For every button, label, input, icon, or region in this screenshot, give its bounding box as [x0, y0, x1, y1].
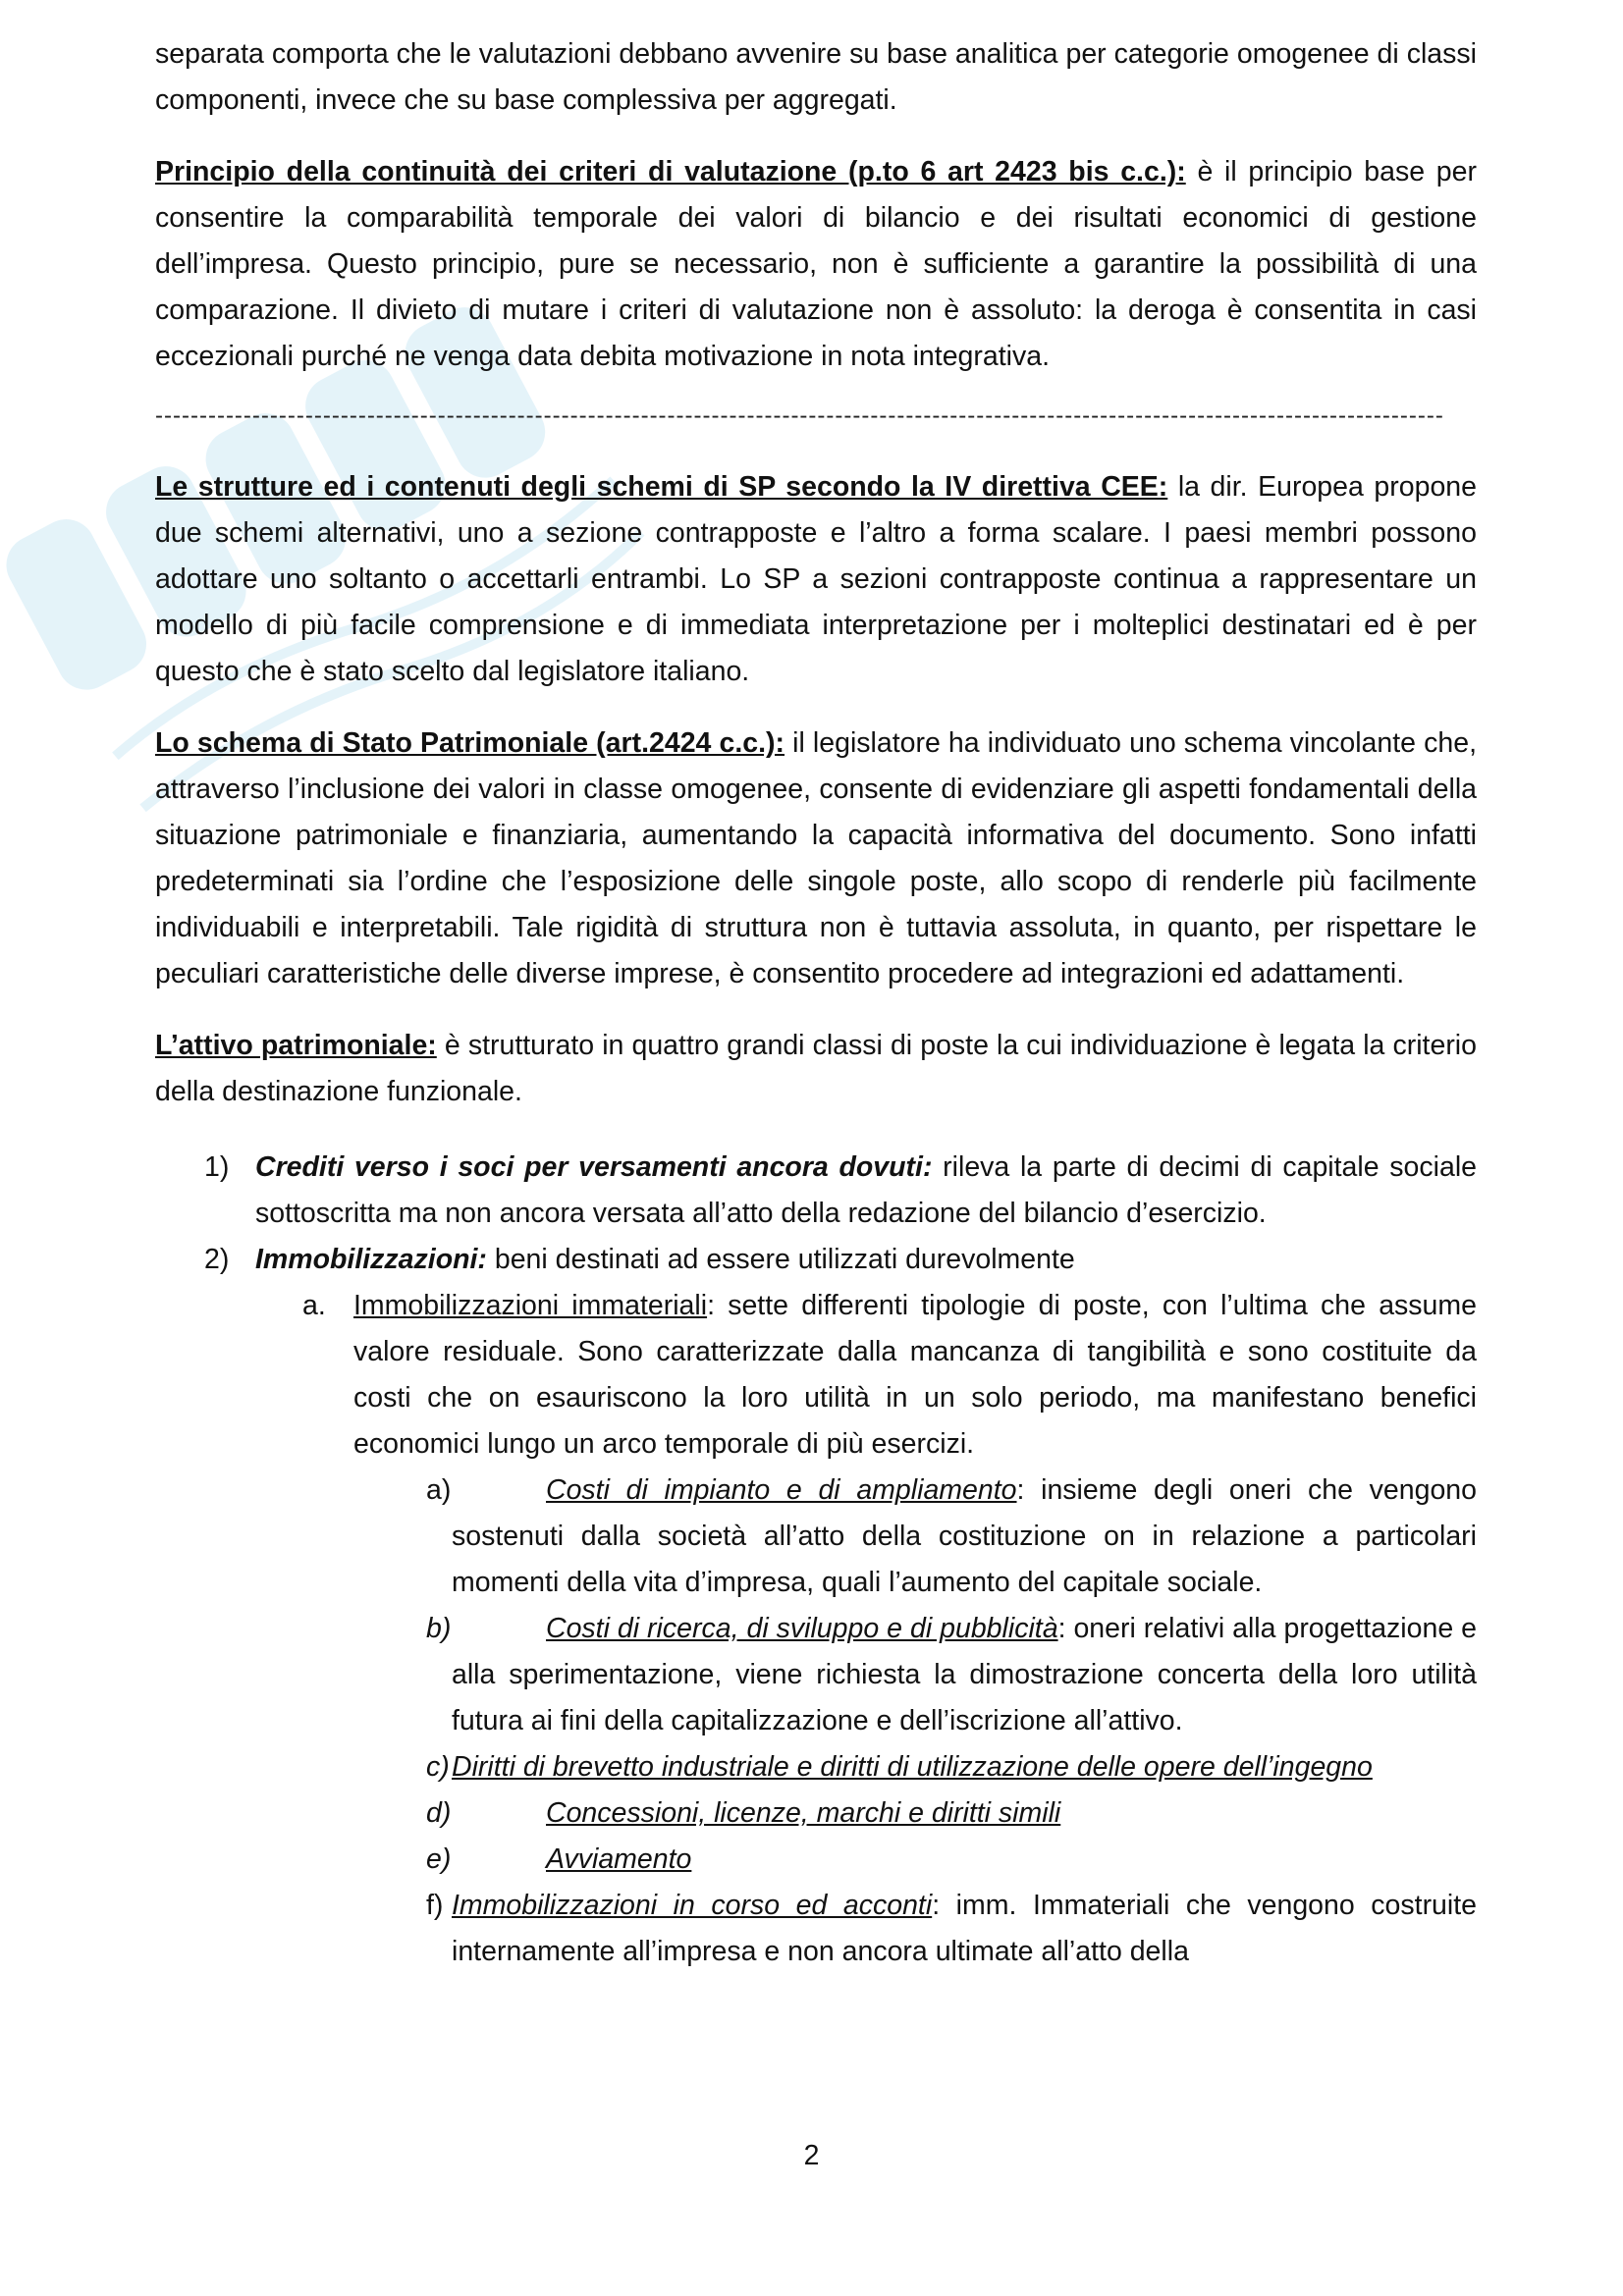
nested-list-marker: f)	[426, 1890, 444, 1921]
nested-list-item	[155, 1606, 1477, 1744]
assets-paragraph	[155, 1023, 1477, 1115]
nested-list-item	[155, 1744, 1477, 1790]
nested-list-term: Costi di impianto e di ampliamento	[546, 1474, 1017, 1506]
structures-text: la dir. Europea propone due schemi alternativi, uno a sezione contrapposte e l’altro a forma scalare. I paesi membri possono adottare uno soltanto o accettarli entrambi. Lo SP a sezioni contrapposte continua a rappresentare un modello di più facile comprensione e di immediata interpretazione per i molteplici destinatari ed è per questo che è stato scelto dal legislatore italiano.	[155, 471, 1477, 687]
document-page	[155, 31, 1477, 1975]
list-marker: 2)	[204, 1244, 230, 1275]
sub-list-item	[155, 1283, 1477, 1975]
assets-text: è strutturato in quattro grandi classi di poste la cui individuazione è legata la criterio della destinazione funzionale.	[155, 1030, 1477, 1107]
section-separator: --------------------------------------------------------------------------------------------------------------------------------------------------	[155, 402, 1444, 429]
assets-list	[155, 1145, 1477, 1975]
nested-list-item	[155, 1790, 1477, 1837]
list-text: beni destinati ad essere utilizzati durevolmente	[486, 1244, 1075, 1275]
nested-list-marker: e)	[426, 1843, 452, 1875]
list-text: rileva la parte di decimi di capitale sociale sottoscritta ma non ancora versata all’atto della redazione del bilancio d’esercizio.	[255, 1151, 1477, 1229]
continuity-title: Principio della continuità dei criteri di valutazione (p.to 6 art 2423 bis c.c.):	[155, 156, 1186, 187]
nested-list-term: Concessioni, licenze, marchi e diritti simili	[546, 1797, 1061, 1829]
nested-list-marker: a)	[426, 1474, 452, 1506]
continuity-paragraph	[155, 149, 1477, 380]
list-item	[155, 1237, 1477, 1975]
page-number: 2	[803, 2140, 820, 2171]
assets-title: L’attivo patrimoniale:	[155, 1030, 437, 1061]
nested-list-item	[155, 1883, 1477, 1975]
schema-title: Lo schema di Stato Patrimoniale (art.2424 c.c.):	[155, 727, 785, 759]
nested-list	[155, 1468, 1477, 1975]
nested-list-term: Diritti di brevetto industriale e diritti di utilizzazione delle opere dell’ingegno	[452, 1751, 1373, 1783]
nested-list-term: Costi di ricerca, di sviluppo e di pubblicità	[546, 1613, 1058, 1644]
nested-list-marker: b)	[426, 1613, 452, 1644]
list-item	[155, 1145, 1477, 1237]
schema-paragraph	[155, 721, 1477, 997]
sub-list-marker: a.	[302, 1290, 326, 1321]
nested-list-term: Avviamento	[546, 1843, 692, 1875]
sub-list	[155, 1283, 1477, 1975]
list-marker: 1)	[204, 1151, 230, 1183]
nested-list-text: : imm. Immateriali che vengono costruite internamente all’impresa e non ancora ultimate all’atto della	[452, 1890, 1478, 1967]
nested-list-item	[155, 1837, 1477, 1883]
nested-list-marker: d)	[426, 1797, 452, 1829]
intro-paragraph: separata comporta che le valutazioni debbano avvenire su base analitica per categorie omogenee di classi componenti, invece che su base complessiva per aggregati.	[155, 38, 1477, 116]
structures-title: Le strutture ed i contenuti degli schemi di SP secondo la IV direttiva CEE:	[155, 471, 1168, 503]
continuity-text: è il principio base per consentire la comparabilità temporale dei valori di bilancio e dei risultati economici di gestione dell’impresa. Questo principio, pure se necessario, non è sufficiente a garantire la possibilità di una comparazione. Il divieto di mutare i criteri di valutazione non è assoluto: la deroga è consentita in casi eccezionali purché ne venga data debita motivazione in nota integrativa.	[155, 156, 1477, 372]
nested-list-text: : oneri relativi alla progettazione e alla sperimentazione, viene richiesta la dimostrazione concerta della loro utilità futura ai fini della capitalizzazione e dell’iscrizione all’attivo.	[452, 1613, 1477, 1736]
nested-list-term: Immobilizzazioni in corso ed acconti	[452, 1890, 933, 1921]
list-term: Immobilizzazioni:	[255, 1244, 487, 1275]
structures-paragraph	[155, 464, 1477, 695]
nested-list-marker: c)	[426, 1751, 450, 1783]
nested-list-text: : insieme degli oneri che vengono sostenuti dalla società all’atto della costituzione on in relazione a particolari momenti della vita d’impresa, quali l’aumento del capitale sociale.	[452, 1474, 1477, 1598]
sub-list-text: : sette differenti tipologie di poste, con l’ultima che assume valore residuale. Sono caratterizzate dalla mancanza di tangibilità e sono costituite da costi che on esauriscono la loro utilità in un solo periodo, ma manifestano benefici economici lungo un arco temporale di più esercizi.	[353, 1290, 1477, 1460]
nested-list-item	[155, 1468, 1477, 1606]
list-term: Crediti verso i soci per versamenti ancora dovuti:	[255, 1151, 933, 1183]
schema-text: il legislatore ha individuato uno schema vincolante che, attraverso l’inclusione dei valori in classe omogenee, consente di evidenziare gli aspetti fondamentali della situazione patrimoniale e finanziaria, aumentando la capacità informativa del documento. Sono infatti predeterminati sia l’ordine che l’esposizione delle singole poste, allo scopo di renderle più facilmente individuabili e interpretabili. Tale rigidità di struttura non è tuttavia assoluta, in quanto, per rispettare le peculiari caratteristiche delle diverse imprese, è consentito procedere ad integrazioni ed adattamenti.	[155, 727, 1477, 989]
sub-list-term: Immobilizzazioni immateriali	[353, 1290, 708, 1321]
